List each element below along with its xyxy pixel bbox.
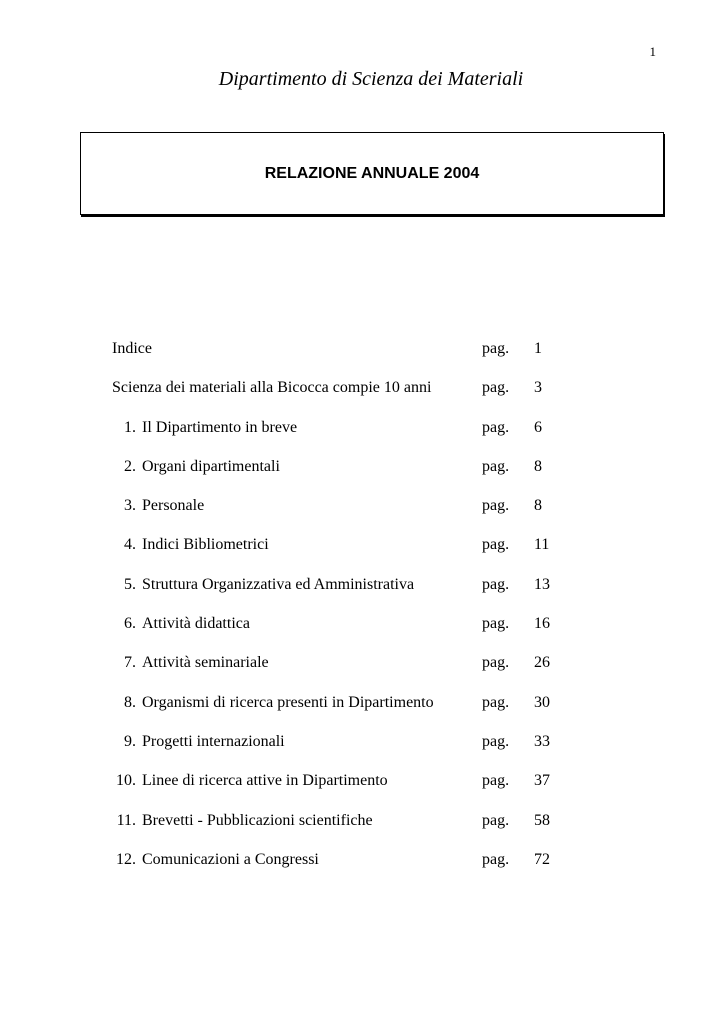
toc-entry-number: 2.	[124, 457, 136, 475]
toc-entry-pag-label: pag.	[482, 340, 510, 357]
toc-entry-title: Brevetti - Pubblicazioni scientifiche	[142, 811, 373, 829]
toc-entry-title: Attività didattica	[142, 615, 250, 633]
toc-entry-page-number: 11	[534, 536, 550, 554]
toc-entry-page-number: 3	[534, 379, 542, 397]
toc-entry	[112, 377, 592, 416]
toc-entry-number: 5.	[124, 575, 136, 593]
toc-entry-page-number: 16	[534, 615, 550, 633]
toc-entry-title: Progetti internazionali	[142, 732, 285, 750]
toc-entry	[112, 417, 592, 456]
toc-entry	[112, 338, 592, 377]
toc-entry-page-number: 30	[534, 693, 550, 711]
toc-entry-page-number: 13	[534, 575, 550, 593]
toc-entry-number: 6.	[124, 615, 136, 633]
toc-entry	[112, 810, 592, 849]
toc-entry-number: 9.	[124, 732, 136, 750]
table-of-contents	[112, 338, 592, 888]
toc-entry-pag-label: pag.	[482, 379, 510, 397]
toc-entry-title: Organi dipartimentali	[142, 457, 280, 475]
toc-entry-page-number: 1	[534, 340, 542, 357]
department-title: Dipartimento di Scienza dei Materiali	[218, 68, 524, 90]
toc-entry-pag-label: pag.	[482, 418, 510, 436]
toc-entry-pag-label: pag.	[482, 654, 510, 672]
toc-entry-page-number: 33	[534, 732, 550, 750]
toc-entry-pag-label: pag.	[482, 615, 510, 633]
toc-entry	[112, 770, 592, 809]
toc-entry-number: 3.	[124, 497, 136, 515]
toc-entry-number: 12.	[116, 850, 136, 868]
toc-entry-title: Comunicazioni a Congressi	[142, 850, 319, 868]
toc-entry-page-number: 26	[534, 654, 550, 672]
toc-entry-pag-label: pag.	[482, 575, 510, 593]
toc-entry-page-number: 58	[534, 811, 550, 829]
toc-entry-title: Indice	[112, 340, 152, 357]
toc-entry	[112, 495, 592, 534]
toc-entry-title: Il Dipartimento in breve	[142, 418, 298, 436]
toc-entry-title: Personale	[142, 497, 205, 515]
toc-entry	[112, 613, 592, 652]
toc-entry-pag-label: pag.	[482, 850, 510, 868]
toc-entry	[112, 534, 592, 573]
toc-entry-number: 11.	[116, 811, 136, 829]
toc-entry	[112, 652, 592, 691]
toc-entry	[112, 692, 592, 731]
toc-entry-number: 7.	[124, 654, 136, 672]
toc-entry-pag-label: pag.	[482, 772, 510, 790]
toc-entry-page-number: 6	[534, 418, 542, 436]
toc-entry-number: 4.	[124, 536, 136, 554]
toc-entry-title: Scienza dei materiali alla Bicocca compie 10 anni	[112, 379, 432, 397]
page-number: 1	[649, 44, 656, 59]
toc-entry	[112, 731, 592, 770]
toc-entry	[112, 849, 592, 888]
toc-entry-pag-label: pag.	[482, 811, 510, 829]
toc-entry-pag-label: pag.	[482, 536, 510, 554]
toc-entry-number: 10.	[116, 772, 136, 790]
toc-entry-title: Attività seminariale	[142, 654, 269, 672]
toc-entry-title: Linee di ricerca attive in Dipartimento	[142, 772, 388, 790]
toc-entry-page-number: 72	[534, 850, 550, 868]
toc-entry-page-number: 37	[534, 772, 550, 790]
toc-entry-title: Organismi di ricerca presenti in Dipartimento	[142, 693, 434, 711]
toc-entry-pag-label: pag.	[482, 693, 510, 711]
toc-entry-title: Indici Bibliometrici	[142, 536, 269, 554]
report-title-box	[80, 132, 664, 215]
report-title: RELAZIONE ANNUALE 2004	[264, 165, 480, 182]
toc-entry-pag-label: pag.	[482, 497, 510, 515]
toc-entry-page-number: 8	[534, 457, 542, 475]
toc-entry	[112, 456, 592, 495]
toc-entry-title: Struttura Organizzativa ed Amministrativa	[142, 575, 415, 593]
toc-entry-pag-label: pag.	[482, 457, 510, 475]
toc-entry-number: 1.	[124, 418, 136, 436]
toc-entry	[112, 574, 592, 613]
toc-entry-page-number: 8	[534, 497, 542, 515]
toc-entry-pag-label: pag.	[482, 732, 510, 750]
toc-entry-number: 8.	[124, 693, 136, 711]
